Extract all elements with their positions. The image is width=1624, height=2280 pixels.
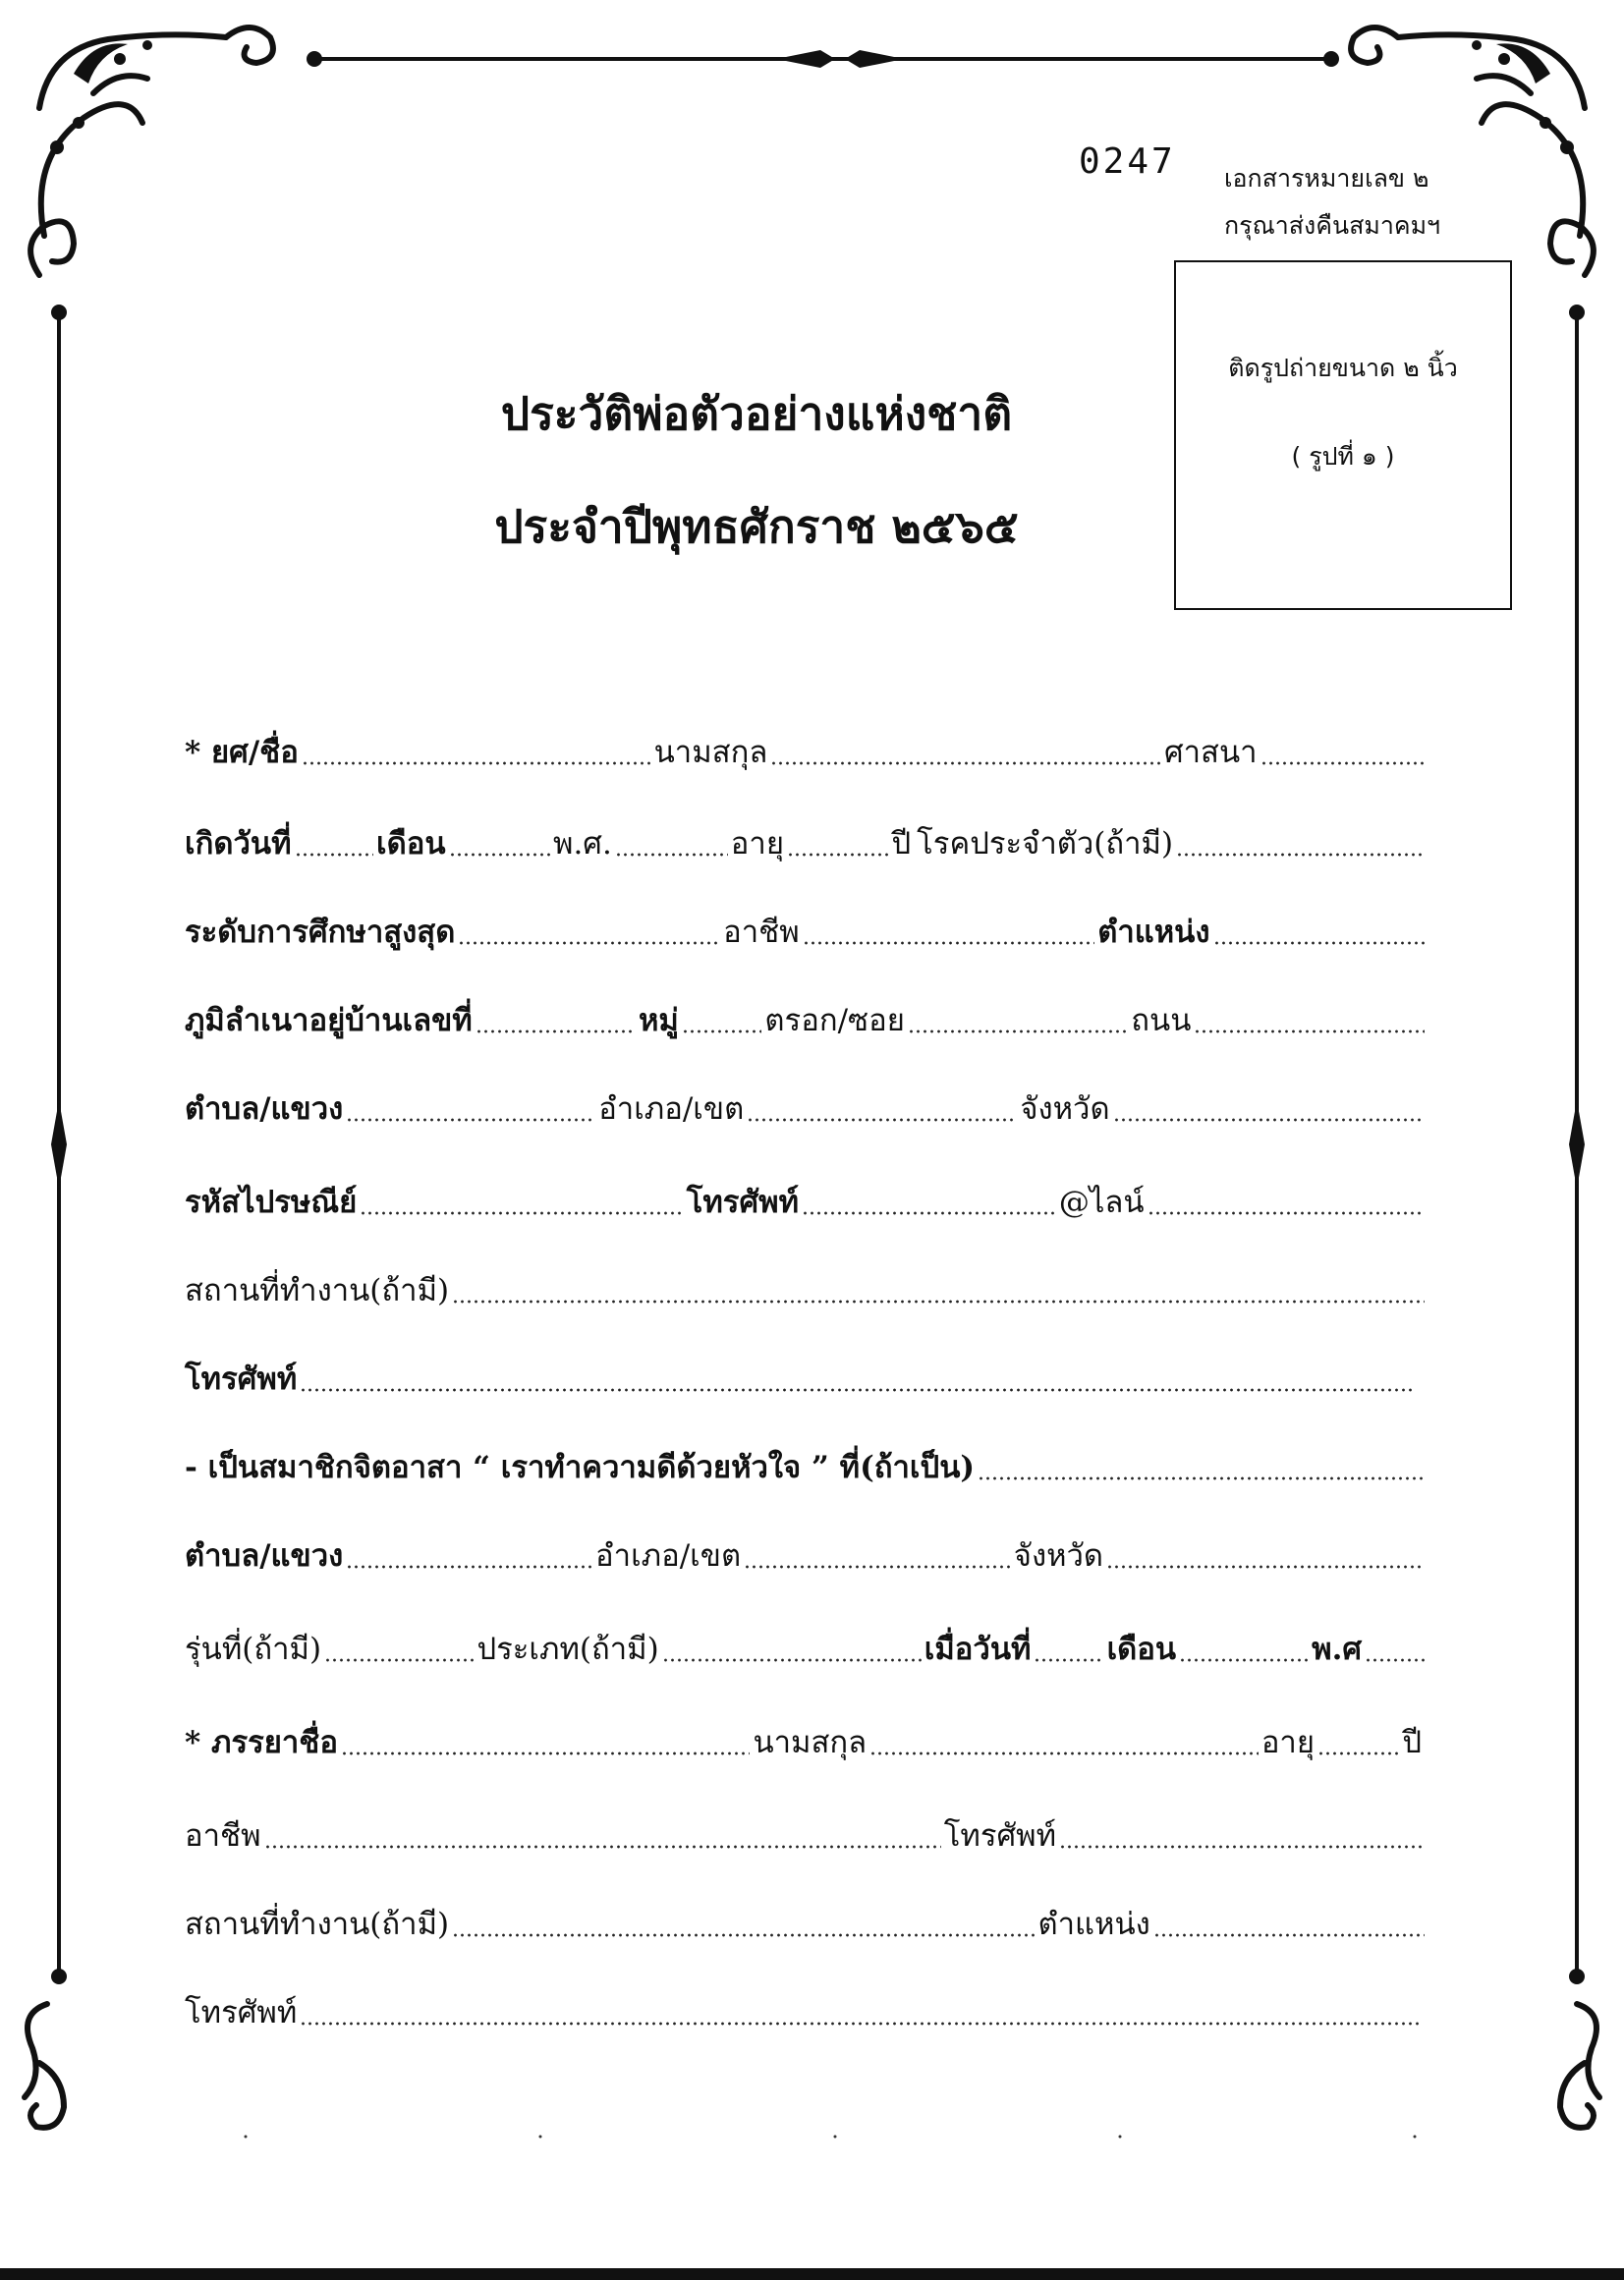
form-row-address1 <box>182 1084 1425 1133</box>
field-subdistrict-2[interactable] <box>346 1563 592 1571</box>
label-district-2: อำเภอ/เขต <box>595 1538 742 1574</box>
field-religion[interactable] <box>1260 759 1425 767</box>
field-province[interactable] <box>1113 1116 1425 1124</box>
label-postal-code: รหัสไปรษณีย์ <box>185 1185 358 1220</box>
field-volunteer-location[interactable] <box>978 1474 1425 1482</box>
label-surname: นามสกุล <box>653 735 768 770</box>
form-row-workplace <box>182 1265 1425 1314</box>
form-row-wife <box>182 1717 1425 1766</box>
field-phone[interactable] <box>802 1209 1056 1217</box>
label-when-month: เดือน <box>1106 1632 1177 1667</box>
field-wife-occupation[interactable] <box>264 1843 941 1851</box>
label-born-month: เดือน <box>376 826 446 862</box>
label-work-phone: โทรศัพท์ <box>185 1362 298 1397</box>
field-moo[interactable] <box>682 1028 762 1035</box>
field-wife-age[interactable] <box>1317 1750 1399 1757</box>
form-row-wife-job <box>182 1810 1425 1860</box>
field-wife-phone[interactable] <box>1059 1843 1425 1851</box>
form-row-name <box>182 727 1425 776</box>
field-when-day[interactable] <box>1034 1656 1103 1664</box>
field-when-be[interactable] <box>1365 1656 1425 1664</box>
field-born-be[interactable] <box>615 851 728 859</box>
form-row-wife-work <box>182 1899 1425 1948</box>
field-alley[interactable] <box>908 1028 1128 1035</box>
field-subdistrict[interactable] <box>346 1116 595 1124</box>
label-wife-occupation: อาชีพ <box>185 1818 261 1854</box>
label-district: อำเภอ/เขต <box>598 1091 745 1127</box>
label-type: ประเภท(ถ้ามี) <box>476 1632 659 1667</box>
label-when-day: เมื่อวันที่ <box>924 1632 1032 1667</box>
label-wife-name: * ภรรยาชื่อ <box>185 1725 338 1760</box>
label-batch: รุ่นที่(ถ้ามี) <box>185 1632 322 1667</box>
field-type[interactable] <box>662 1656 922 1664</box>
photo-placeholder-box[interactable] <box>1174 260 1512 610</box>
scan-specks <box>0 2127 1624 2146</box>
document-note-line1: เอกสารหมายเลข ๒ <box>1224 164 1429 193</box>
form-row-work-phone <box>182 1354 1425 1403</box>
label-religion: ศาสนา <box>1163 735 1258 770</box>
label-occupation: อาชีพ <box>723 915 800 950</box>
label-subdistrict-2: ตำบล/แขวง <box>185 1538 344 1574</box>
field-work-phone[interactable] <box>300 1386 1413 1394</box>
field-position[interactable] <box>1213 939 1425 947</box>
field-born-day[interactable] <box>295 851 373 859</box>
field-wife-surname[interactable] <box>869 1750 1259 1757</box>
form-row-contact <box>182 1177 1425 1226</box>
field-province-2[interactable] <box>1106 1563 1425 1571</box>
field-age[interactable] <box>787 851 888 859</box>
field-road[interactable] <box>1194 1028 1425 1035</box>
label-age: อายุ <box>730 826 784 862</box>
label-wife-workplace: สถานที่ทำงาน(ถ้ามี) <box>185 1907 450 1942</box>
label-born-day: เกิดวันที่ <box>185 826 292 862</box>
field-occupation[interactable] <box>803 939 1095 947</box>
label-province-2: จังหวัด <box>1013 1538 1104 1574</box>
label-alley: ตรอก/ซอย <box>764 1003 905 1038</box>
label-road: ถนน <box>1131 1003 1192 1038</box>
label-wife-year: ปี <box>1402 1725 1422 1760</box>
label-domicile: ภูมิลำเนาอยู่บ้านเลขที่ <box>185 1003 473 1038</box>
label-moo: หมู่ <box>638 1003 679 1038</box>
field-house-number[interactable] <box>476 1028 636 1035</box>
field-born-month[interactable] <box>449 851 550 859</box>
document-number: 0247 <box>1079 141 1176 182</box>
label-wife-age: อายุ <box>1260 1725 1316 1760</box>
form-title: ประวัติพ่อตัวอย่างแห่งชาติ <box>500 387 1013 440</box>
label-education: ระดับการศึกษาสูงสุด <box>185 915 456 950</box>
field-district-2[interactable] <box>744 1563 1011 1571</box>
label-phone: โทรศัพท์ <box>686 1185 800 1220</box>
form-row-domicile <box>182 995 1425 1044</box>
label-province: จังหวัด <box>1020 1091 1110 1127</box>
label-position: ตำแหน่ง <box>1097 915 1210 950</box>
field-district[interactable] <box>747 1116 1017 1124</box>
label-disease: โรคประจำตัว(ถ้ามี) <box>917 826 1174 862</box>
field-wife-work-phone[interactable] <box>300 2020 1419 2028</box>
form-row-address2 <box>182 1530 1425 1580</box>
label-when-be: พ.ศ <box>1312 1632 1363 1667</box>
field-batch[interactable] <box>324 1656 474 1664</box>
label-wife-phone: โทรศัพท์ <box>943 1818 1057 1854</box>
field-education[interactable] <box>458 939 720 947</box>
field-disease[interactable] <box>1176 851 1425 859</box>
document-note-line2: กรุณาส่งคืนสมาคมฯ <box>1224 211 1441 240</box>
field-surname[interactable] <box>770 759 1161 767</box>
label-workplace: สถานที่ทำงาน(ถ้ามี) <box>185 1273 450 1308</box>
field-when-month[interactable] <box>1179 1656 1309 1664</box>
photo-instruction: ติดรูปถ่ายขนาด ๒ นิ้ว <box>1228 354 1458 382</box>
field-wife-workplace[interactable] <box>452 1931 1035 1939</box>
label-rank-name: * ยศ/ชื่อ <box>185 735 299 770</box>
form-row-batch <box>182 1624 1425 1673</box>
form-row-birth <box>182 818 1425 867</box>
field-workplace[interactable] <box>452 1298 1425 1306</box>
label-line-id: @ไลน์ <box>1058 1185 1145 1220</box>
label-subdistrict: ตำบล/แขวง <box>185 1091 344 1127</box>
field-postal-code[interactable] <box>360 1209 683 1217</box>
label-wife-position: ตำแหน่ง <box>1037 1907 1150 1942</box>
form-row-wife-phone <box>182 1987 1425 2036</box>
photo-number: ( รูปที่ ๑ ) <box>1291 442 1395 471</box>
form-subtitle: ประจำปีพุทธศักราช ๒๕๖๕ <box>494 500 1019 553</box>
label-wife-surname: นามสกุล <box>753 1725 868 1760</box>
label-wife-work-phone: โทรศัพท์ <box>185 1995 298 2030</box>
form-row-education <box>182 907 1425 956</box>
field-line-id[interactable] <box>1148 1209 1425 1217</box>
label-born-be: พ.ศ. <box>553 826 612 862</box>
scan-bottom-edge <box>0 2268 1624 2280</box>
form-row-volunteer <box>182 1442 1425 1491</box>
label-year: ปี <box>891 826 912 862</box>
field-wife-name[interactable] <box>341 1750 750 1757</box>
label-volunteer: - เป็นสมาชิกจิตอาสา “ เราทำความดีด้วยหัวใจ ” ที่(ถ้าเป็น) <box>185 1450 976 1485</box>
field-wife-position[interactable] <box>1153 1931 1425 1939</box>
field-rank-name[interactable] <box>302 759 651 767</box>
